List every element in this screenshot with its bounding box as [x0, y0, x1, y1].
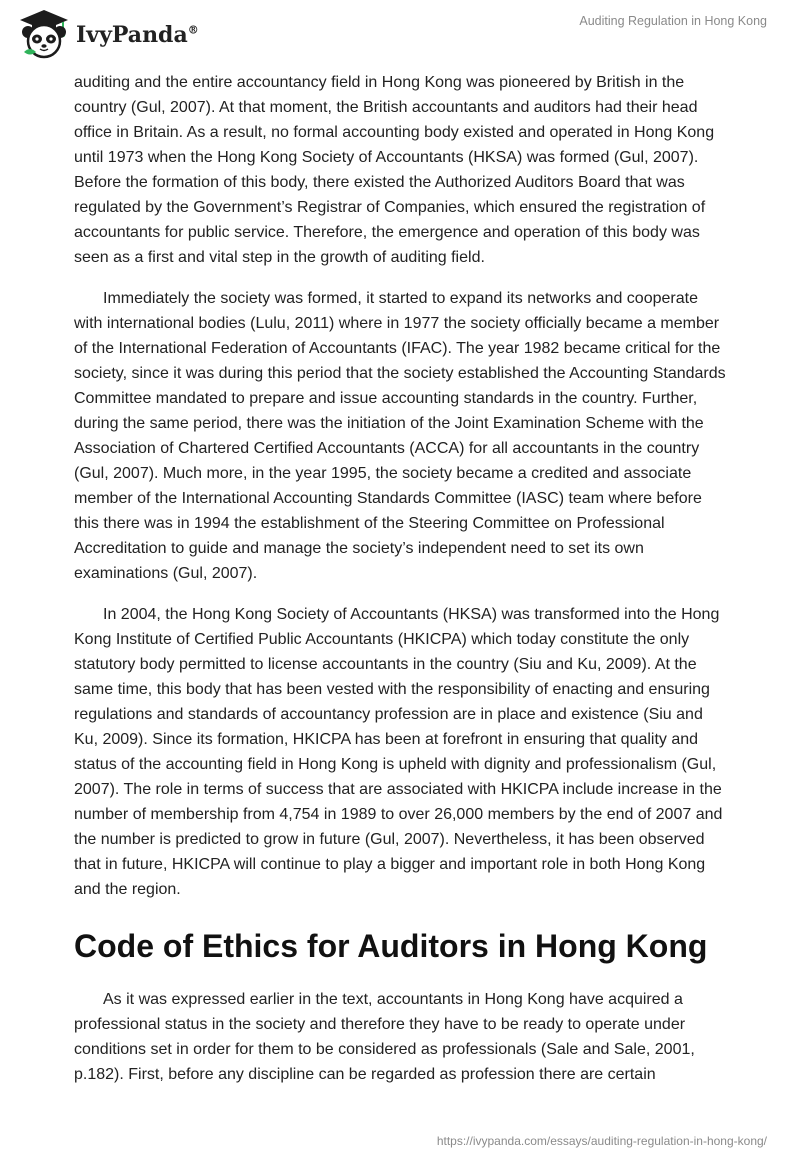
page-title: Auditing Regulation in Hong Kong	[579, 14, 767, 28]
paragraph: Immediately the society was formed, it started to expand its networks and cooperate with international bodies (Lulu, 2011) where in 1977 the society officially became a member of the International Federation of Accountants (IFAC). The year 1982 became critical for the society, since it was during this period that the society established the Accounting Standards Committee mandated to prepare and issue accounting standards in the country. Further, during the same period, there was the initiation of the Joint Examination Scheme with the Association of Chartered Certified Accountants (ACCA) for all accountants in the country (Gul, 2007). Much more, in the year 1995, the society became a credited and associate member of the International Accounting Standards Committee (IASC) team where before this there was in 1994 the establishment of the Steering Committee on Professional Accreditation to guide and manage the society’s independent need to set its own examinations (Gul, 2007).	[74, 290, 726, 582]
paragraph: In 2004, the Hong Kong Society of Accountants (HKSA) was transformed into the Hong Kong Institute of Certified Public Accountants (HKICPA) which today constitute the only statutory body permitted to license accountants in the country (Siu and Ku, 2009). At the same time, this body that has been vested with the responsibility of enacting and ensuring regulations and standards of accountancy profession are in place and existence (Siu and Ku, 2009). Since its formation, HKICPA has been at forefront in ensuring that quality and status of the accounting field in Hong Kong is upheld with dignity and professionalism (Gul, 2007). The role in terms of success that are associated with HKICPA include increase in the number of membership from 4,754 in 1989 to over 26,000 members by the end of 2007 and the number is predicted to grow in future (Gul, 2007). Nevertheless, it has been observed that in future, HKICPA will continue to play a bigger and important role in both Hong Kong and the region.	[74, 606, 723, 898]
essay-content	[74, 70, 726, 1103]
source-url[interactable]: https://ivypanda.com/essays/auditing-regulation-in-hong-kong/	[436, 1134, 767, 1148]
panda-graduate-icon	[16, 8, 72, 60]
ivypanda-logo[interactable]	[16, 8, 199, 60]
section-heading: Code of Ethics for Auditors in Hong Kong	[74, 928, 708, 964]
page-header	[0, 0, 800, 70]
paragraph: As it was expressed earlier in the text, accountants in Hong Kong have acquired a professional status in the society and therefore they have to be ready to operate under conditions set in order for them to be considered as professionals (Sale and Sale, 2001, p.182). First, before any discipline can be regarded as profession there are certain	[74, 991, 695, 1083]
paragraph: auditing and the entire accountancy field in Hong Kong was pioneered by British in the country (Gul, 2007). At that moment, the British accountants and auditors had their head office in Britain. As a result, no formal accounting body existed and operated in Hong Kong until 1973 when the Hong Kong Society of Accountants (HKSA) was formed (Gul, 2007). Before the formation of this body, there existed the Authorized Auditors Board that was regulated by the Government’s Registrar of Companies, which ensured the registration of accountants for public service. Therefore, the emergence and operation of this body was seen as a first and vital step in the growth of auditing field.	[74, 74, 715, 266]
brand-name: IvyPanda®	[76, 22, 199, 48]
